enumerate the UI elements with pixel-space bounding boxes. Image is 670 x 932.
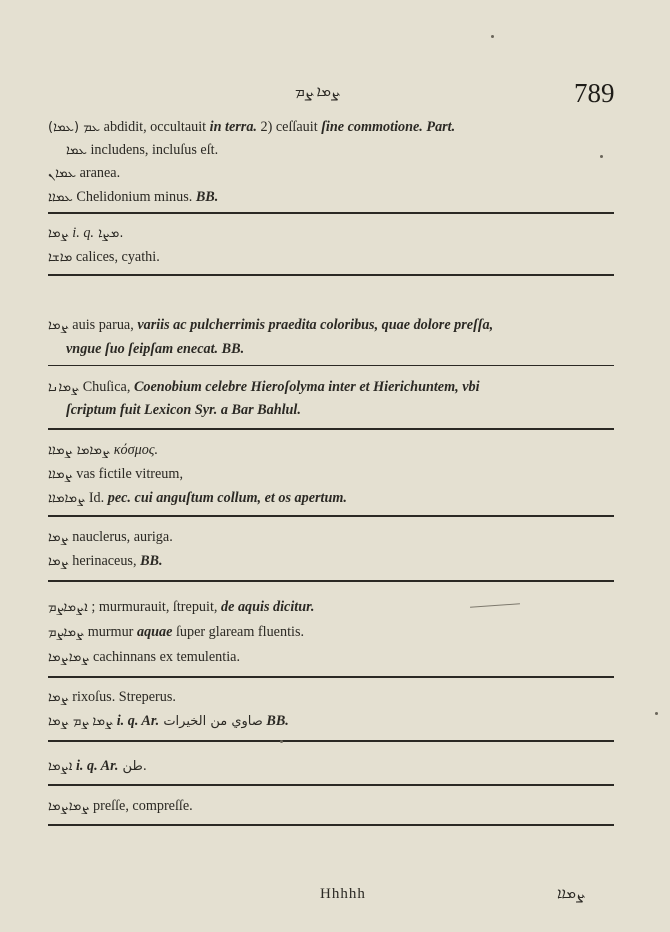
running-head: ܨܡܐ ܨܡ bbox=[295, 84, 341, 100]
entry-line bbox=[48, 648, 240, 667]
definition-text: rixoſus. Streperus. bbox=[68, 689, 176, 705]
syriac-headword: ܨܡܐ bbox=[48, 554, 69, 569]
entry-line bbox=[48, 598, 314, 617]
entry-line bbox=[48, 797, 193, 816]
paper-speck bbox=[280, 740, 283, 743]
section-rule bbox=[48, 212, 614, 214]
entry-line bbox=[48, 552, 163, 571]
arabic-text: صاوي من الخيرات bbox=[159, 714, 263, 729]
definition-text: 2) ceſſauit bbox=[256, 119, 322, 135]
section-rule bbox=[48, 676, 614, 678]
section-rule bbox=[48, 428, 614, 430]
page-number: 789 bbox=[574, 78, 615, 108]
paper-speck bbox=[491, 35, 494, 38]
syriac-headword: (ܥܡܐ) ܥܡ bbox=[48, 120, 101, 135]
entry-line bbox=[48, 688, 176, 707]
paper-speck bbox=[600, 155, 603, 158]
entry-line bbox=[48, 489, 347, 508]
syriac-headword: ܨܡܐ ܨܡ ܨܡܐ bbox=[48, 714, 114, 729]
syriac-headword: ܨܡܐ bbox=[48, 226, 69, 241]
entry-line bbox=[48, 248, 160, 267]
syriac-text: ܡܨܐ. bbox=[93, 226, 124, 241]
italic-text: ſine commotione. Part. bbox=[321, 119, 456, 135]
definition-text: Id. bbox=[85, 490, 108, 506]
definition-text: abdidit, occultauit bbox=[100, 119, 210, 135]
definition-text: Chuſica, bbox=[79, 379, 134, 395]
syriac-headword: ܨܡܐܨܡܐ bbox=[48, 799, 90, 814]
syriac-headword: ܐܨܡܐ bbox=[48, 759, 73, 774]
syriac-headword: ܨܡܐ bbox=[48, 530, 69, 545]
syriac-headword: ܨܡܐ bbox=[48, 318, 69, 333]
definition-text: calices, cyathi. bbox=[72, 249, 160, 265]
entry-line bbox=[48, 378, 480, 397]
syriac-headword: ܨܡܐܡܐ ܨܡܐܐ bbox=[48, 443, 111, 458]
italic-text: variis ac pulcherrimis praedita coloribus, quae dolore preſſa, bbox=[137, 317, 494, 333]
syriac-headword: ܨܡܐܨܡ bbox=[48, 625, 85, 640]
definition-text: aranea. bbox=[76, 165, 121, 181]
definition-text: ; murmurauit, ſtrepuit, bbox=[87, 599, 221, 615]
pen-mark bbox=[470, 603, 520, 607]
definition-text: vas fictile vitreum, bbox=[72, 466, 183, 482]
definition-text: includens, incluſus eſt. bbox=[86, 142, 219, 158]
syriac-headword: ܥܡܐܐ bbox=[48, 190, 73, 205]
italic-text: de aquis dicitur. bbox=[221, 599, 315, 615]
paper-speck bbox=[655, 712, 658, 715]
definition-text: ſuper glaream fluentis. bbox=[172, 624, 305, 640]
definition-text: nauclerus, auriga. bbox=[68, 529, 173, 545]
entry-line bbox=[48, 118, 455, 137]
syriac-headword: ܨܡܐ bbox=[48, 690, 69, 705]
arabic-text: طن. bbox=[118, 759, 147, 774]
definition-text: Chelidonium minus. bbox=[72, 189, 196, 205]
syriac-headword: ܐܨܡܐܨܡ bbox=[48, 600, 88, 615]
section-rule bbox=[48, 274, 614, 276]
syriac-headword: ܨܡܐܨܡܐ bbox=[48, 650, 90, 665]
entry-line bbox=[48, 465, 183, 484]
entry-line bbox=[48, 164, 120, 183]
entry-line bbox=[48, 441, 158, 460]
definition-text: preſſe, compreſſe. bbox=[89, 798, 193, 814]
section-rule bbox=[48, 515, 614, 517]
entry-line bbox=[48, 623, 304, 642]
bold-reference: BB. bbox=[195, 189, 219, 205]
italic-text: pec. cui anguſtum collum, et os apertum. bbox=[107, 490, 347, 506]
italic-text: i. q. Ar. bbox=[116, 713, 160, 729]
italic-text: i. q. bbox=[72, 225, 94, 241]
bold-reference: BB. bbox=[262, 713, 289, 729]
syriac-headword: ܨܡܐܢܐ bbox=[48, 380, 80, 395]
syriac-headword: ܨܡܐܐ bbox=[48, 467, 73, 482]
entry-line bbox=[48, 224, 123, 243]
entry-line bbox=[48, 528, 173, 547]
section-rule bbox=[48, 580, 614, 582]
syriac-headword: ܡܐܫܐ bbox=[48, 250, 73, 265]
definition-text: herinaceus, bbox=[68, 553, 141, 569]
entry-line bbox=[48, 316, 493, 335]
italic-text: i. q. Ar. bbox=[75, 758, 119, 774]
syriac-headword: ܨܡܐܡܐܐ bbox=[48, 491, 86, 506]
section-rule bbox=[48, 824, 614, 826]
section-rule bbox=[48, 740, 614, 742]
signature-mark: Hhhhh bbox=[320, 886, 366, 902]
entry-line bbox=[66, 141, 218, 160]
entry-line bbox=[48, 712, 289, 731]
bold-reference: BB. bbox=[140, 553, 163, 569]
entry-line bbox=[48, 757, 147, 776]
definition-text: auis parua, bbox=[68, 317, 138, 333]
entry-continuation: vngue ſuo ſeipſam enecat. BB. bbox=[66, 341, 245, 357]
section-rule bbox=[48, 365, 614, 366]
italic-text: aquae bbox=[136, 624, 173, 640]
entry-continuation: ſcriptum fuit Lexicon Syr. a Bar Bahlul. bbox=[66, 402, 301, 418]
greek-text: κόσμος. bbox=[110, 442, 159, 458]
catchword: ܨܡܐܐ bbox=[557, 884, 586, 902]
syriac-headword: ܥܡܐܢ bbox=[48, 166, 77, 181]
entry-line bbox=[48, 188, 218, 207]
definition-text: murmur bbox=[84, 624, 137, 640]
definition-text: cachinnans ex temulentia. bbox=[89, 649, 240, 665]
italic-text: Coenobium celebre Hieroſolyma inter et Hierichuntem, vbi bbox=[133, 379, 480, 395]
italic-text: in terra. bbox=[209, 119, 257, 135]
syriac-headword: ܥܡܐ bbox=[66, 143, 87, 158]
section-rule bbox=[48, 784, 614, 786]
